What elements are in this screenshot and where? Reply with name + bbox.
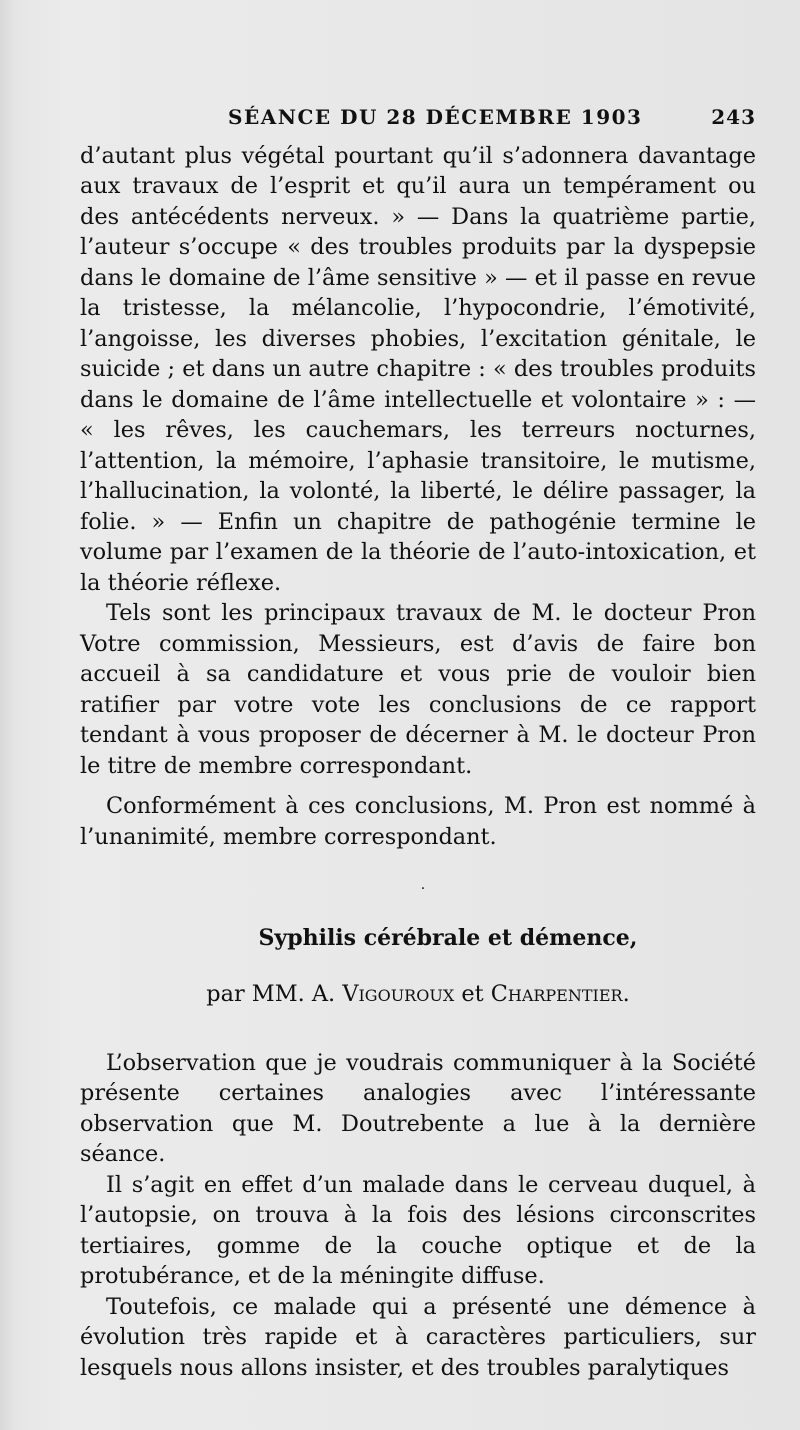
section-title: Syphilis cérébrale et démence, [258, 924, 638, 951]
paragraph-conclusion: Conformément à ces conclusions, M. Pron est nommé à l’unanimité, membre correspondant. [80, 793, 756, 850]
paragraph-autopsy: Il s’agit en effet d’un malade dans le cerveau duquel, à l’autopsie, on trouva à la fois des lésions circonscrites tertiaires, gomme de la couche optique et de la protubérance, et de la méningite diffuse. [80, 1171, 756, 1289]
separator-dot: · [420, 881, 426, 897]
authors-conjunction: et [461, 981, 484, 1007]
header-title: SÉANCE DU 28 DÉCEMBRE 1903 [228, 105, 643, 129]
paragraph-commission: Tels sont les principaux travaux de M. le docteur Pron Votre commission, Messieurs, est d’avis de faire bon accueil à sa candidature et vous prie de vouloir bien ratifier par votre vote les conclusions de ce rapport tendant à vous proposer de décerner à M. le docteur Pron le titre de membre correspondant. [80, 600, 756, 779]
author-vigouroux: Vigouroux [342, 981, 455, 1007]
page-number: 243 [711, 105, 756, 129]
page-text [80, 102, 756, 1383]
paragraph-continued: d’autant plus végétal pourtant qu’il s’adonnera davantage aux travaux de l’esprit et qu’il aura un tempérament ou des antécédents nerveux. » — Dans la quatrième partie, l’auteur s’occupe « des troubles produits par la dyspepsie dans le domaine de l’âme sensitive » — et il passe en revue la tristesse, la mélancolie, l’hypocondrie, l’émotivité, l’angoisse, les diverses phobies, l’excitation génitale, le suicide ; et dans un autre chapitre : « des troubles produits dans le domaine de l’âme intellectuelle et volontaire » : — « les rêves, les cauchemars, les terreurs nocturnes, l’attention, la mémoire, l’aphasie transitoire, le mutisme, l’hallucination, la volonté, la liberté, le délire passager, la folie. » — Enfin un chapitre de pathogénie termine le volume par l’examen de la théorie de l’auto-intoxication, et la théorie réflexe. [80, 142, 756, 596]
section-authors [80, 979, 756, 1010]
author-charpentier: Charpentier. [490, 981, 630, 1007]
paragraph-observation: L’observation que je voudrais communiquer à la Société présente certaines analogies avec l’intéressante observation que M. Doutrebente a lue à la dernière séance. [80, 1049, 756, 1167]
paragraph-dementia: Toutefois, ce malade qui a présenté une démence à évolution très rapide et à caractères particuliers, sur lesquels nous allons insister, et des troubles paralytiques [80, 1293, 756, 1381]
running-header [80, 102, 756, 133]
authors-prefix: par MM. A. [206, 981, 336, 1007]
